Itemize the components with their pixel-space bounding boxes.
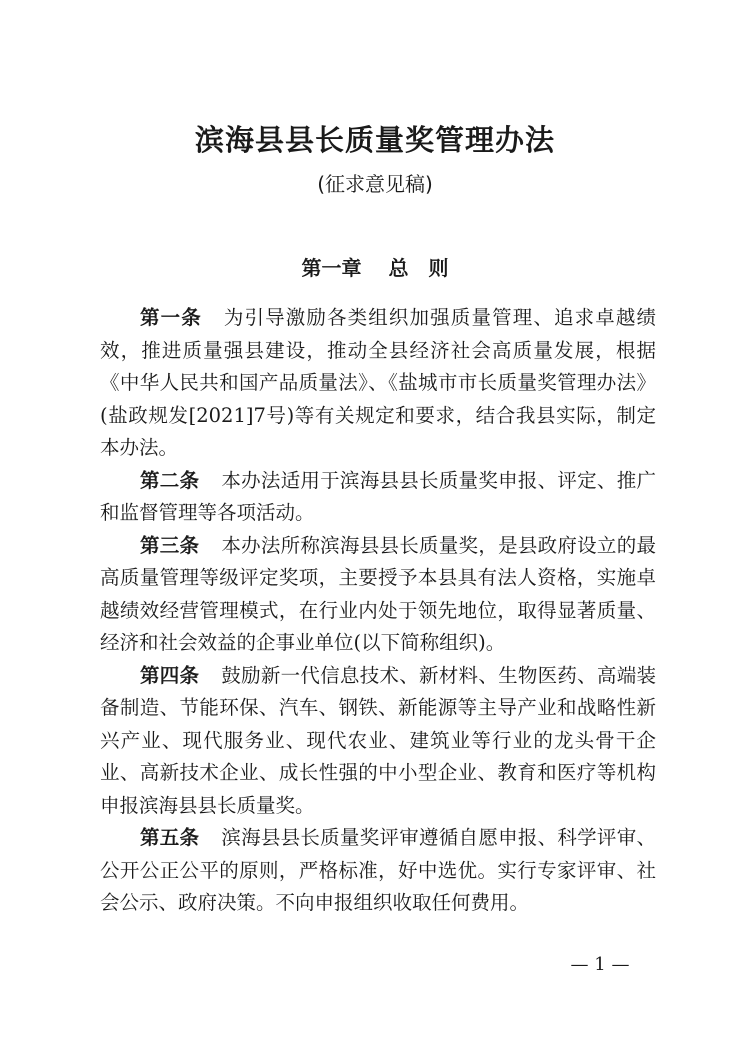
article-1 (100, 302, 656, 465)
article-text: 为引导激励各类组织加强质量管理、追求卓越绩效，推进质量强县建设，推动全县经济社会高质量发展，根据《中华人民共和国产品质量法》、《盐城市市长质量奖管理办法》(盐政规发[2021]7号)等有关规定和要求，结合我县实际，制定本办法。 (100, 306, 656, 459)
article-4 (100, 660, 656, 823)
article-text: 本办法所称滨海县县长质量奖，是县政府设立的最高质量管理等级评定奖项，主要授予本县具有法人资格，实施卓越绩效经营管理模式，在行业内处于领先地位，取得显著质量、经济和社会效益的企事业单位(以下简称组织)。 (100, 533, 656, 654)
article-2 (100, 465, 656, 530)
article-label: 第二条 (140, 468, 200, 492)
article-text: 滨海县县长质量奖评审遵循自愿申报、科学评审、公开公正公平的原则，严格标准，好中选优。实行专家评审、社会公示、政府决策。不向申报组织收取任何费用。 (100, 826, 656, 914)
article-label: 第一条 (140, 306, 202, 329)
document-body (100, 302, 656, 920)
article-text: 本办法适用于滨海县县长质量奖申报、评定、推广和监督管理等各项活动。 (100, 468, 656, 524)
article-label: 第五条 (140, 826, 200, 849)
article-5 (100, 822, 656, 920)
page-number: — 1 — (570, 954, 630, 975)
article-text: 鼓励新一代信息技术、新材料、生物医药、高端装备制造、节能环保、汽车、钢铁、新能源等主导产业和战略性新兴产业、现代服务业、现代农业、建筑业等行业的龙头骨干企业、高新技术企业、成长性强的中小型企业、教育和医疗等机构申报滨海县县长质量奖。 (100, 663, 656, 817)
article-label: 第三条 (140, 533, 200, 557)
document-title: 滨海县县长质量奖管理办法 (194, 123, 555, 157)
article-3 (100, 530, 656, 660)
chapter-heading: 第一章 总 则 (301, 256, 449, 280)
article-label: 第四条 (140, 663, 200, 687)
document-subtitle: (征求意见稿) (317, 172, 433, 196)
